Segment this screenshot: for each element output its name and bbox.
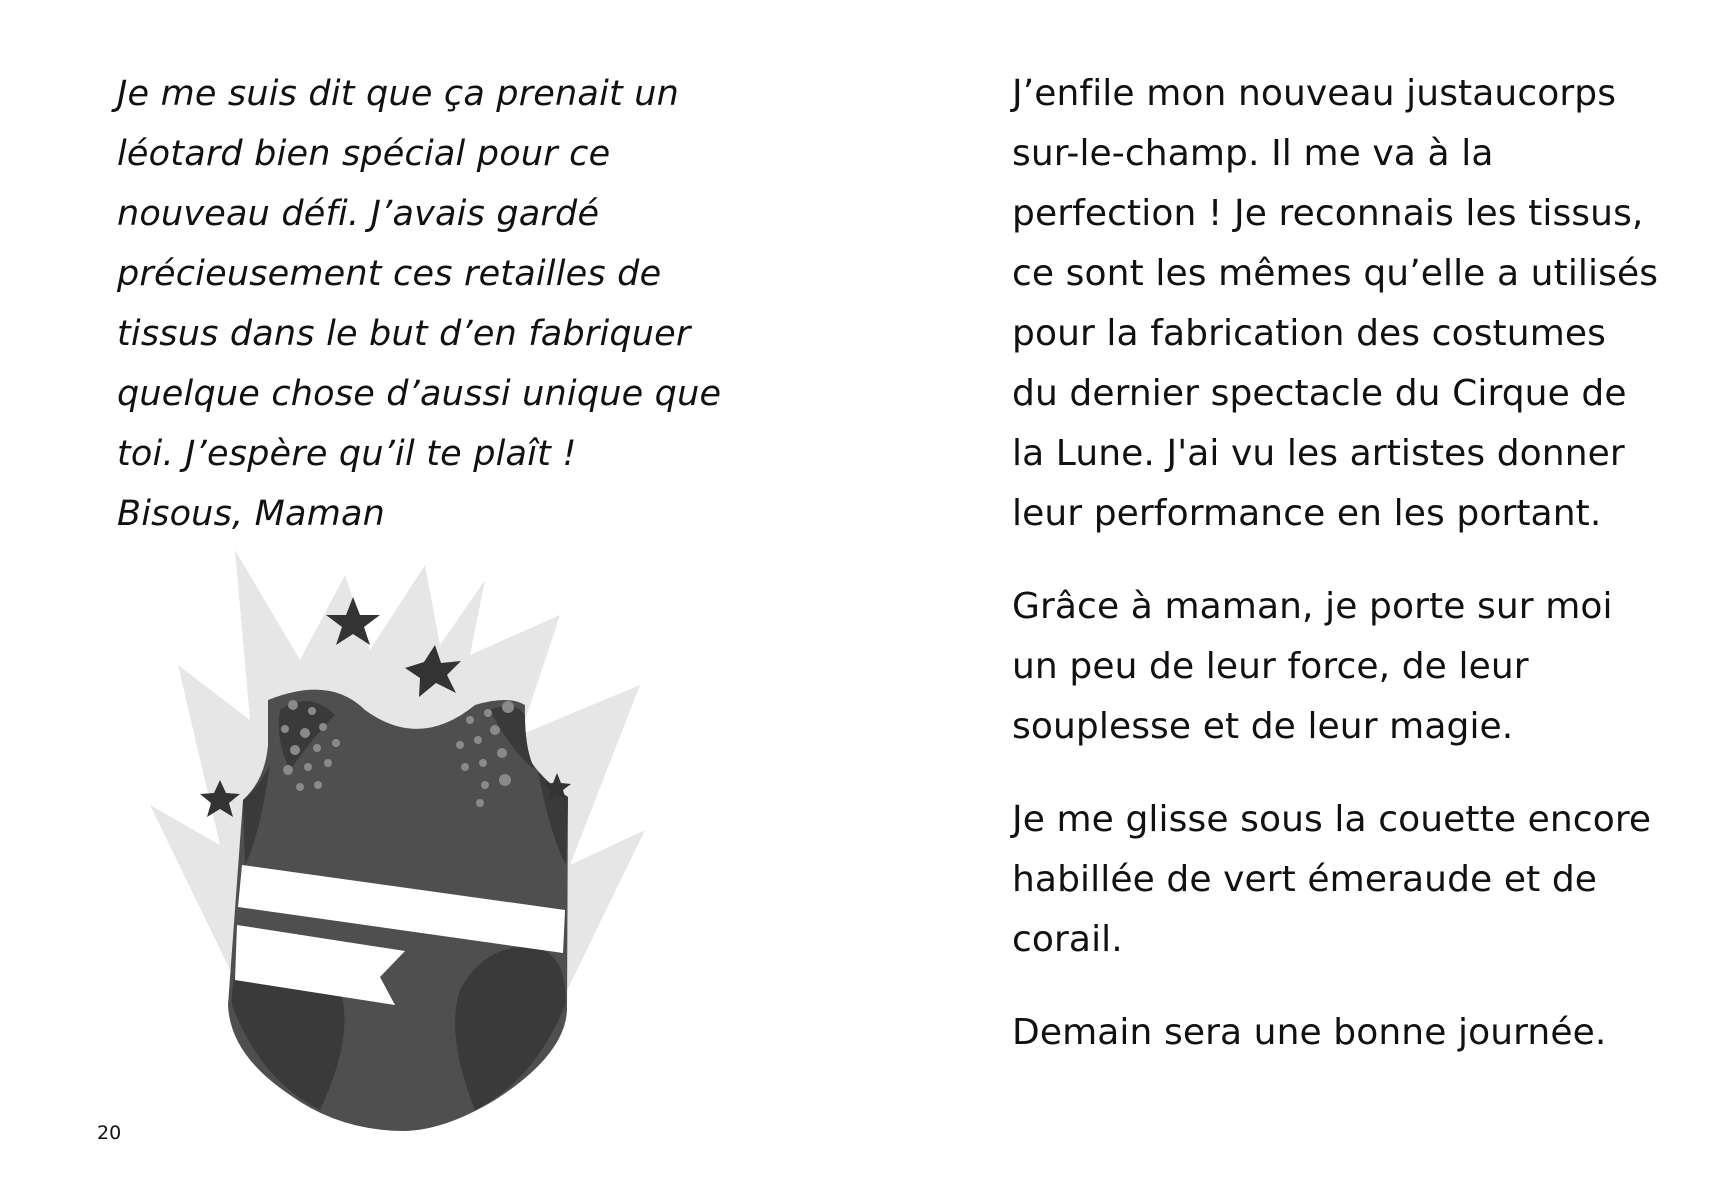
story-line: un peu de leur force, de leur <box>1012 646 1529 687</box>
story-paragraph <box>1012 64 1672 544</box>
story-line: du dernier spectacle du Cirque de <box>1012 373 1627 414</box>
page-number: 20 <box>97 1122 122 1144</box>
story-line: Je me glisse sous la couette encore <box>1012 799 1652 840</box>
letter-line: quelque chose d’aussi unique que <box>117 374 722 414</box>
story-text <box>1012 64 1672 1096</box>
letter-line: tissus dans le but d’en fabriquer <box>117 314 691 354</box>
letter-line: léotard bien spécial pour ce <box>117 134 611 174</box>
story-line: perfection ! Je reconnais les tissus, <box>1012 193 1644 234</box>
story-line: corail. <box>1012 919 1123 960</box>
story-paragraph <box>1012 790 1672 970</box>
mom-letter <box>117 64 737 544</box>
letter-line: Je me suis dit que ça prenait un <box>117 74 680 114</box>
letter-line: nouveau défi. J’avais gardé <box>117 194 600 234</box>
story-line: leur performance en les portant. <box>1012 493 1602 534</box>
story-line: sur-le-champ. Il me va à la <box>1012 133 1494 174</box>
story-paragraph <box>1012 577 1672 757</box>
story-line: la Lune. J'ai vu les artistes donner <box>1012 433 1625 474</box>
letter-line: précieusement ces retailles de <box>117 254 662 294</box>
story-paragraph <box>1012 1003 1672 1063</box>
story-line: souplesse et de leur magie. <box>1012 706 1514 747</box>
letter-signature: Bisous, Maman <box>117 494 386 534</box>
story-line: habillée de vert émeraude et de <box>1012 859 1598 900</box>
story-line: J’enfile mon nouveau justaucorps <box>1012 73 1617 114</box>
story-line: Grâce à maman, je porte sur moi <box>1012 586 1613 627</box>
leotard-illustration <box>140 535 660 1135</box>
story-line: ce sont les mêmes qu’elle a utilisés <box>1012 253 1659 294</box>
letter-line: toi. J’espère qu’il te plaît ! <box>117 434 577 474</box>
story-line: pour la fabrication des costumes <box>1012 313 1606 354</box>
leotard <box>228 690 568 1131</box>
story-line: Demain sera une bonne journée. <box>1012 1012 1607 1053</box>
right-page <box>857 0 1714 1200</box>
